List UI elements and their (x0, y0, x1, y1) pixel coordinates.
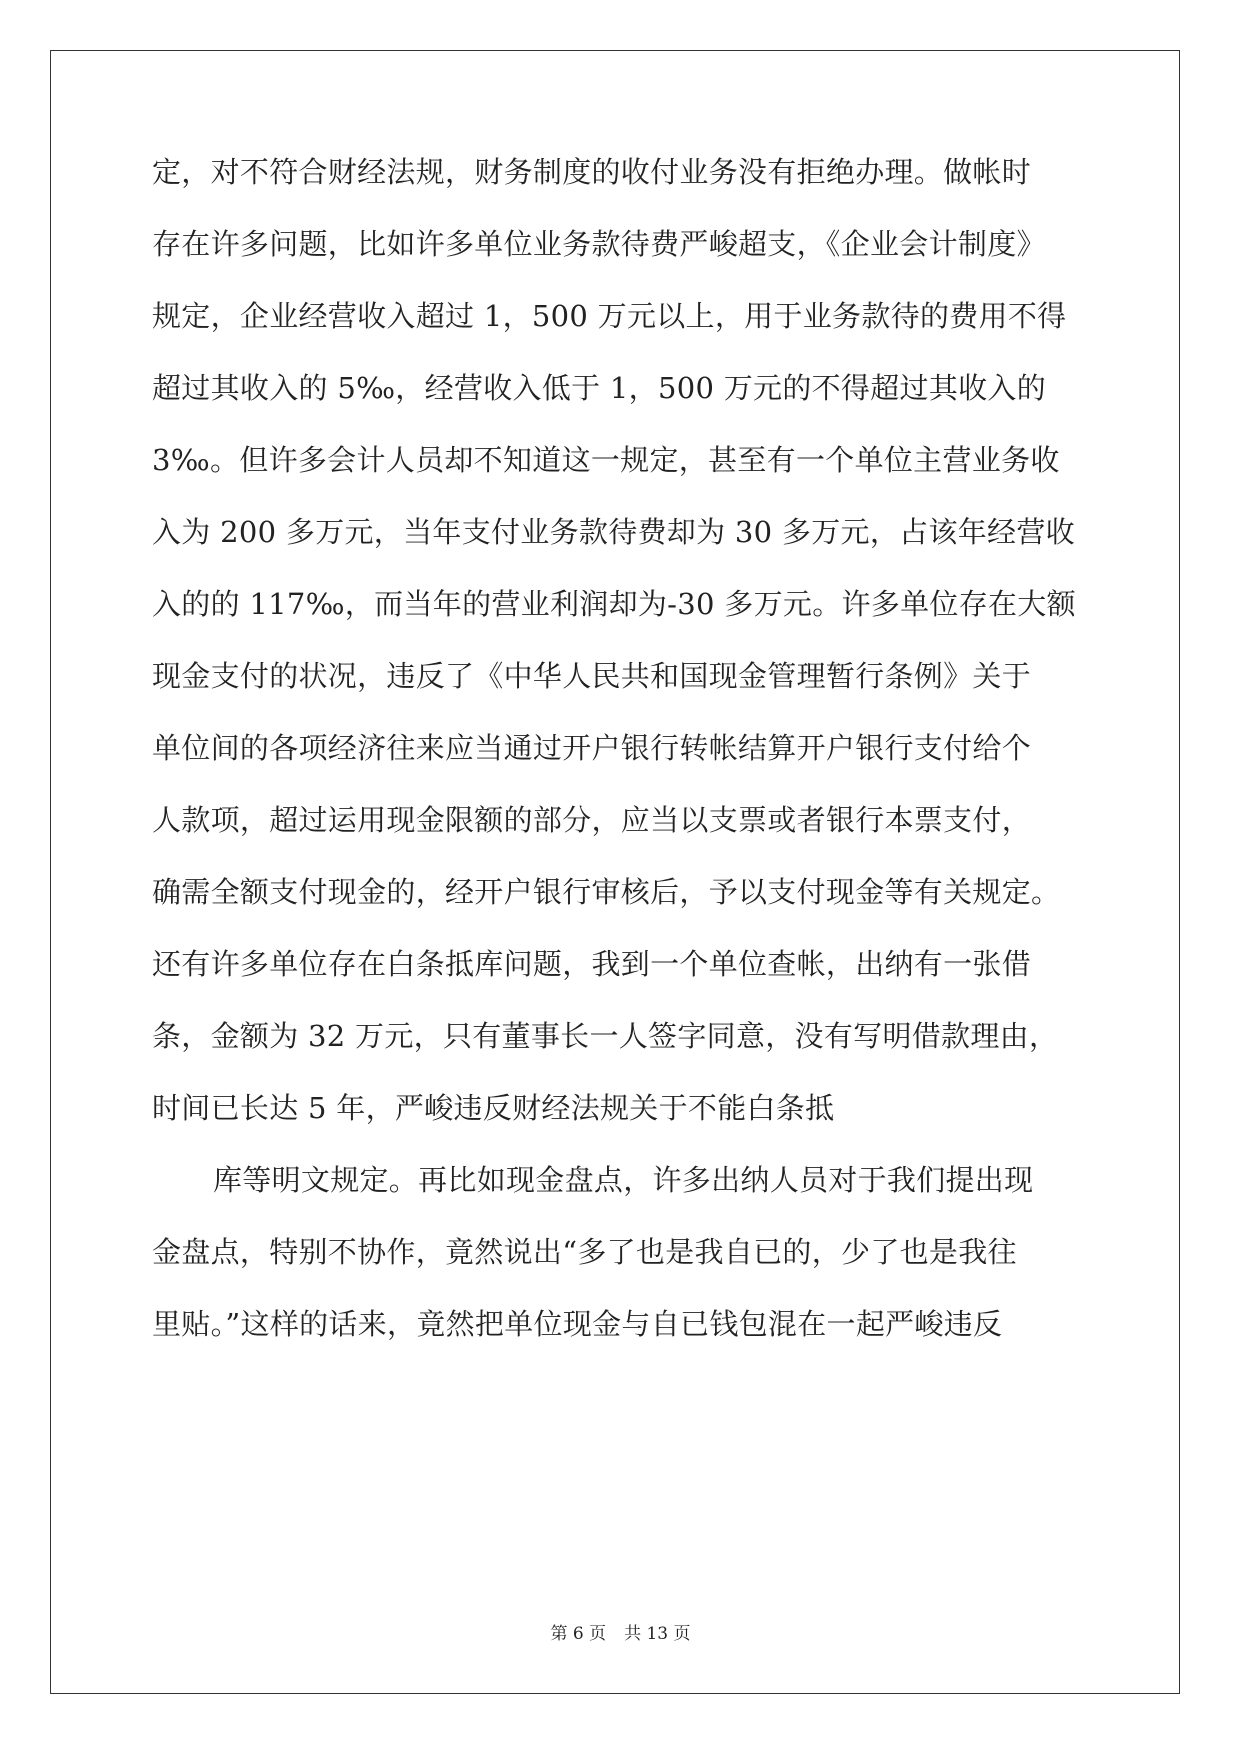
body-text-line: 入为 200 多万元，当年支付业务款待费却为 30 多万元，占该年经营收 (152, 515, 1075, 549)
body-text-line: 还有许多单位存在白条抵库问题，我到一个单位查帐，出纳有一张借 (152, 947, 1032, 981)
page-footer (0, 1622, 1241, 1646)
body-text-line: 时间已长达 5 年，严峻违反财经法规关于不能白条抵 (152, 1091, 835, 1125)
body-text-line: 定，对不符合财经法规，财务制度的收付业务没有拒绝办理。做帐时 (152, 155, 1032, 189)
body-text-line: 条，金额为 32 万元，只有董事长一人签字同意，没有写明借款理由， (152, 1019, 1059, 1053)
body-text-line: 超过其收入的 5‰，经营收入低于 1，500 万元的不得超过其收入的 (152, 371, 1047, 405)
body-text-line: 金盘点，特别不协作，竟然说出“多了也是我自已的，少了也是我往 (152, 1235, 1017, 1269)
body-text-line: 存在许多问题，比如许多单位业务款待费严峻超支，《企业会计制度》 (152, 227, 1046, 261)
body-text-line: 里贴。”这样的话来，竟然把单位现金与自已钱包混在一起严峻违反 (152, 1307, 1003, 1341)
body-text-line: 3‰。但许多会计人员却不知道这一规定，甚至有一个单位主营业务收 (152, 443, 1060, 477)
body-text-line: 规定，企业经营收入超过 1，500 万元以上，用于业务款待的费用不得 (152, 299, 1067, 333)
page-number: 第 6 页 (550, 1624, 607, 1644)
body-text-line: 确需全额支付现金的，经开户银行审核后，予以支付现金等有关规定。 (152, 875, 1061, 909)
page-total: 共 13 页 (624, 1624, 691, 1644)
body-text-line: 人款项，超过运用现金限额的部分，应当以支票或者银行本票支付， (152, 803, 1032, 837)
body-text-line: 入的的 117‰，而当年的营业利润却为-30 多万元。许多单位存在大额 (152, 587, 1076, 621)
body-text-line: 单位间的各项经济往来应当通过开户银行转帐结算开户银行支付给个 (152, 731, 1032, 765)
body-text-line: 现金支付的状况，违反了《中华人民共和国现金管理暂行条例》关于 (152, 659, 1032, 693)
body-text-line: 库等明文规定。再比如现金盘点，许多出纳人员对于我们提出现 (213, 1163, 1034, 1197)
